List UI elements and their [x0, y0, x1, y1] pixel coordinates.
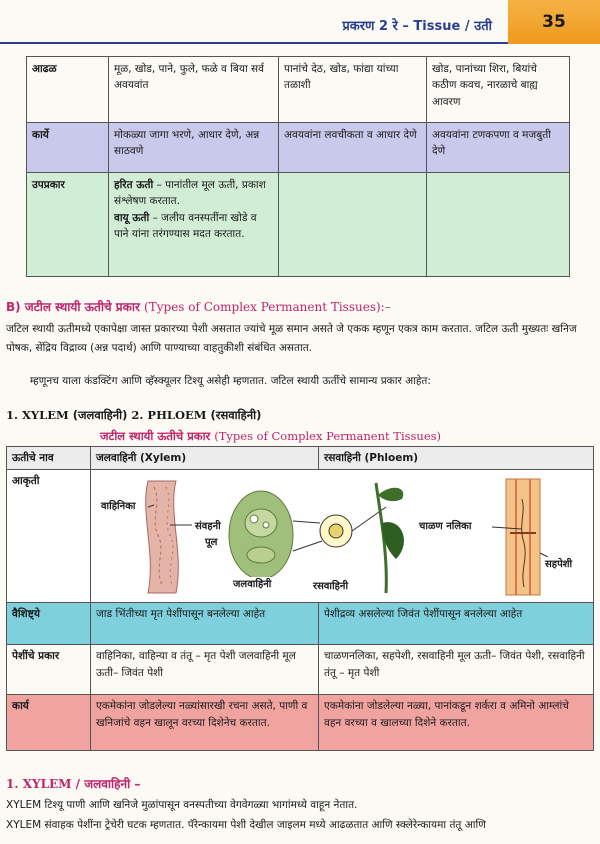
plant-drawing [293, 483, 404, 593]
label-bundle: पूल [204, 535, 218, 551]
type-2-en: 2. PHLOEM [127, 408, 211, 422]
label-sieve-tube: चाळण नलिका [418, 519, 472, 535]
table-cell: पेशीद्रव्य असलेल्या जिवंत पेशींपासून बनलेल्या आहेत [319, 603, 594, 645]
table-row [7, 645, 594, 695]
term-chlorenchyma: हरित ऊती [114, 179, 154, 191]
row-head-location: आढळ [27, 57, 109, 123]
table-cell: वाहिनिका, वाहिन्या व तंतू – मृत पेशी जलवाहिनी मूल ऊती– जिवंत पेशी [91, 645, 319, 695]
row-head-subtypes: उपप्रकार [27, 173, 109, 277]
heading-english: (Types of Complex Permanent Tissues):– [144, 300, 391, 314]
row-head-shape: आकृती [7, 470, 91, 603]
table-cell: एकमेकांना जोडलेल्या नळ्यांसारखी रचना असते, पाणी व खनिजांचे वहन खालून वरच्या दिशेनेच करतात. [91, 695, 319, 751]
types-line [6, 408, 261, 423]
complex-tissue-table [6, 446, 594, 751]
page-header [0, 0, 600, 44]
term-desc: – जलीय वनस्पतींना खोडे व पाने यांना तरंगण्यास मदत करतात. [114, 211, 257, 240]
page-number: 35 [508, 0, 600, 44]
caption-english: (Types of Complex Permanent Tissues) [214, 429, 442, 443]
paragraph: म्हणूनच याला कंडक्टिंग आणि व्हॅस्क्यूलर टिश्यू असेही म्हणतात. जटिल स्थायी ऊतींचे सामान्य प्रकार आहेत: [30, 375, 431, 387]
xylem-vessel-drawing [146, 481, 179, 593]
table-cell [427, 173, 570, 277]
col-head-name: ऊतीचे नाव [7, 447, 91, 470]
type-1-mr: (जलवाहिनी) [72, 408, 128, 422]
label-phloem: रसवाहिनी [312, 579, 349, 595]
paragraph: XYLEM संवाहक पेशींना ट्रेचेरी घटक म्हणतात. पॅरेन्कायमा पेशी देखील जाइलम मध्ये आढळतात आणि स्क्लेरेन्कायमा तंतू आणि [6, 819, 486, 831]
table-row-illustration [7, 470, 594, 603]
table-cell [109, 173, 279, 277]
table-header-row [7, 447, 594, 470]
type-1-en: 1. XYLEM [6, 408, 73, 422]
table-cell: मोकळ्या जागा भरणे, आधार देणे, अन्न साठवणे [109, 123, 279, 173]
table-cell [279, 173, 427, 277]
xylem-heading-en: 1. XYLEM [6, 777, 72, 791]
tissue-illustration [96, 473, 588, 599]
term-desc: – पानांतील मूल ऊती, प्रकाश संश्लेषण करतात. [114, 179, 266, 208]
label-companion-cell: सहपेशी [544, 557, 573, 573]
table-cell: अवयवांना टणकपणा व मजबुती देणे [427, 123, 570, 173]
chapter-title: प्रकरण 2 रे – Tissue / उती [342, 19, 492, 34]
caption-marathi: जटील स्थायी ऊतीचे प्रकार [100, 429, 215, 443]
table-cell: चाळणनलिका, सहपेशी, रसवाहिनी मूल ऊती– जिवंत पेशी, रसवाहिनी तंतू – मृत पेशी [319, 645, 594, 695]
table-cell: खोड, पानांच्या शिरा, बियांचे कठीण कवच, नारळाचे बाह्य आवरण [427, 57, 570, 123]
table-cell: एकमेकांना जोडलेल्या नळ्या, पानांकडून शर्करा व अमिनो आम्लांचे वहन वरच्या व खालच्या दिशेने करतात. [319, 695, 594, 751]
row-head-cell-types: पेशींचे प्रकार [7, 645, 91, 695]
table-cell: मूळ, खोड, पाने, फुले, फळे व बिया सर्व अवयवांत [109, 57, 279, 123]
xylem-heading [6, 775, 140, 792]
heading-marathi: B) जटील स्थायी ऊतीचे प्रकार [6, 300, 145, 314]
row-head-features: वैशिष्ट्ये [7, 603, 91, 645]
paragraph: XYLEM टिश्यू पाणी आणि खनिजे मुळांपासून वनस्पतीच्या वेगवेगळ्या भागांमध्ये वाहून नेतात. [6, 799, 358, 811]
simple-tissue-table [26, 56, 570, 277]
table-caption [100, 429, 441, 444]
table-row [27, 123, 570, 173]
row-head-functions: कार्ये [27, 123, 109, 173]
phloem-tube-drawing [506, 479, 540, 595]
table-row [7, 695, 594, 751]
col-head-xylem: जलवाहिनी (Xylem) [91, 447, 319, 470]
illustration-cell [91, 470, 594, 603]
col-head-phloem: रसवाहिनी (Phloem) [319, 447, 594, 470]
row-head-function: कार्य [7, 695, 91, 751]
xylem-heading-mr: / जलवाहिनी – [71, 777, 141, 791]
section-heading [6, 298, 391, 315]
table-row [7, 603, 594, 645]
term-aerenchyma: वायू ऊती [114, 211, 150, 224]
table-row [27, 173, 570, 277]
label-vessel: वाहिनिका [100, 499, 136, 515]
vascular-bundle-drawing [229, 491, 293, 579]
label-xylem: जलवाहिनी [232, 577, 272, 593]
table-cell: जाड भिंतीच्या मृत पेशींपासून बनलेल्या आहेत [91, 603, 319, 645]
table-row [27, 57, 570, 123]
table-cell: पानांचे देठ, खोड, फांद्या यांच्या तळाशी [279, 57, 427, 123]
header-rule [0, 42, 508, 44]
paragraph: जटिल स्थायी ऊतीमध्ये एकापेक्षा जास्त प्रकारच्या पेशी असतात ज्यांचे मूळ समान असते जे एकक म्हणून एकत्र काम करतात. जटिल ऊती मुख्यतः खनिज पोषक, सेंद्रिय विद्राव्य (अन्न पदार्थ) आणि पाण्याच्या वाहतुकीशी संबंधित असतात. [6, 323, 577, 354]
type-2-mr: (रसवाहिनी) [210, 408, 262, 422]
table-cell: अवयवांना लवचीकता व आधार देणे [279, 123, 427, 173]
label-vascular: संवहनी [194, 519, 222, 535]
